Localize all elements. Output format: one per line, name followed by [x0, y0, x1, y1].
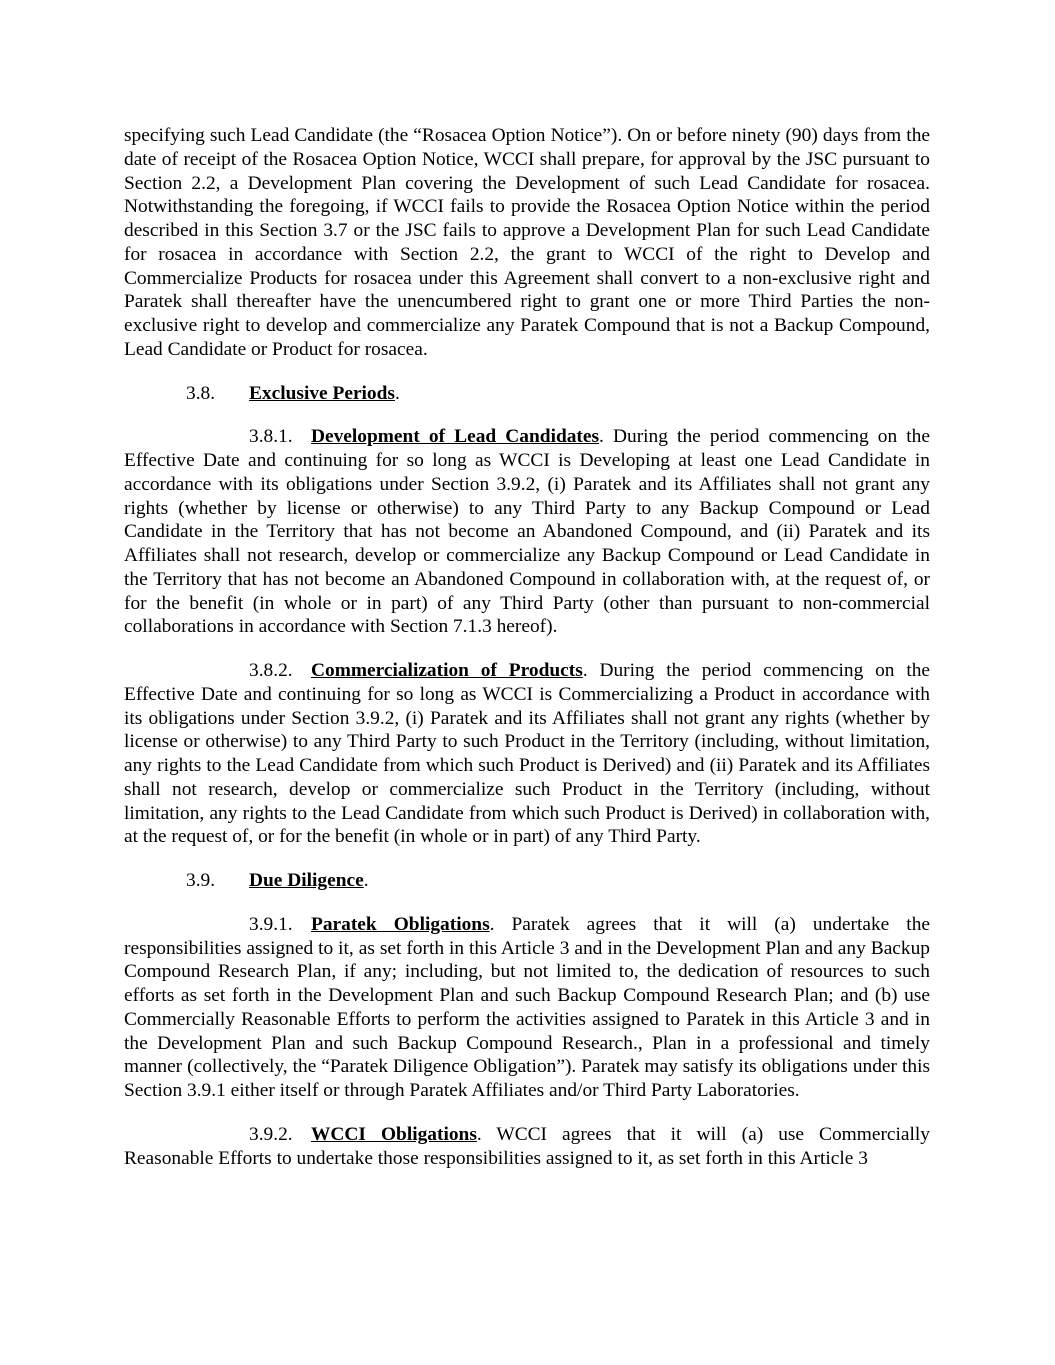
subsection-body: . Paratek agrees that it will (a) undertake the responsibilities assigned to it, as set forth in this Article 3 and in the Development Plan and any Backup Compound Research Plan, if any; including, but not limited to, the dedication of resources to such efforts as set forth in the Development Plan and such Backup Compound Research Plan; and (b) use Commercially Reasonable Efforts to perform the activities assigned to Paratek in this Article 3 and in the Development Plan and such Backup Compound Research., Plan in a professional and timely manner (collectively, the “Paratek Diligence Obligation”). Paratek may satisfy its obligations under this Section 3.9.1 either itself or through Paratek Affiliates and/or Third Party Laboratories. [124, 913, 930, 1101]
section-3-9-heading [124, 869, 930, 893]
subsection-body: . WCCI agrees that it will (a) use Commercially Reasonable Efforts to undertake those responsibilities assigned to it, as set forth in this Article 3 [124, 1123, 930, 1169]
section-title-trailing: . [363, 870, 369, 891]
subsection-body: . During the period commencing on the Effective Date and continuing for so long as WCCI is Developing at least one Lead Candidate in accordance with its obligations under Section 3.9.2, (i) Paratek and its Affiliates shall not grant any rights (whether by license or otherwise) to any Third Party to any Backup Compound or Lead Candidate in the Territory that has not become an Abandoned Compound, and (ii) Paratek and its Affiliates shall not research, develop or commercialize any Backup Compound or Lead Candidate in the Territory that has not become an Abandoned Compound in collaboration with, at the request of, or for the benefit (in whole or in part) of any Third Party (other than pursuant to non-commercial collaborations in accordance with Section 7.1.3 hereof). [124, 426, 930, 638]
subsection-number: 3.8.1. [249, 426, 293, 448]
intro-paragraph: specifying such Lead Candidate (the “Rosacea Option Notice”). On or before ninety (90) days from the date of receipt of the Rosacea Option Notice, WCCI shall prepare, for approval by the JSC pursuant to Section 2.2, a Development Plan covering the Development of such Lead Candidate for rosacea. Notwithstanding the foregoing, if WCCI fails to provide the Rosacea Option Notice within the period described in this Section 3.7 or the JSC fails to approve a Development Plan for such Lead Candidate for rosacea in accordance with Section 2.2, the grant to WCCI of the right to Develop and Commercialize Products for rosacea under this Agreement shall convert to a non-exclusive right and Paratek shall thereafter have the unencumbered right to grant one or more Third Parties the non-exclusive right to develop and commercialize any Paratek Compound that is not a Backup Compound, Lead Candidate or Product for rosacea. [124, 125, 930, 360]
section-title: Exclusive Periods [249, 382, 395, 404]
section-title-wrap [249, 382, 400, 406]
subsection-title: Commercialization of Products [311, 660, 583, 681]
section-title: Due Diligence [249, 870, 364, 891]
subsection-title: Development of Lead Candidates [311, 426, 600, 448]
subsection-number: 3.8.2. [249, 660, 293, 681]
section-3-9-1-paragraph [124, 913, 930, 1103]
section-number: 3.9. [186, 870, 216, 891]
subsection-number: 3.9.2. [249, 1123, 293, 1145]
section-3-8-heading [124, 382, 930, 406]
section-title-wrap [249, 869, 369, 893]
section-title-trailing: . [394, 382, 400, 404]
subsection-body: . During the period commencing on the Effective Date and continuing for so long as WCCI is Commercializing a Product in accordance with its obligations under Section 3.9.2, (i) Paratek and its Affiliates shall not grant any rights (whether by license or otherwise) to any Third Party to such Product in the Territory (including, without limitation, any rights to the Lead Candidate from which such Product is Derived) and (ii) Paratek and its Affiliates shall not research, develop or commercialize such Product in the Territory (including, without limitation, any rights to the Lead Candidate from which such Product is Derived) in collaboration with, at the request of, or for the benefit (in whole or in part) of any Third Party. [124, 660, 931, 848]
subsection-title: Paratek Obligations [311, 913, 490, 935]
subsection-title: WCCI Obligations [311, 1123, 477, 1145]
section-3-8-1-paragraph [124, 425, 930, 639]
document-page [124, 124, 930, 1190]
section-number: 3.8. [186, 382, 216, 404]
section-3-8-2-paragraph [124, 659, 930, 849]
section-3-9-2-paragraph [124, 1123, 930, 1171]
subsection-number: 3.9.1. [249, 913, 293, 935]
